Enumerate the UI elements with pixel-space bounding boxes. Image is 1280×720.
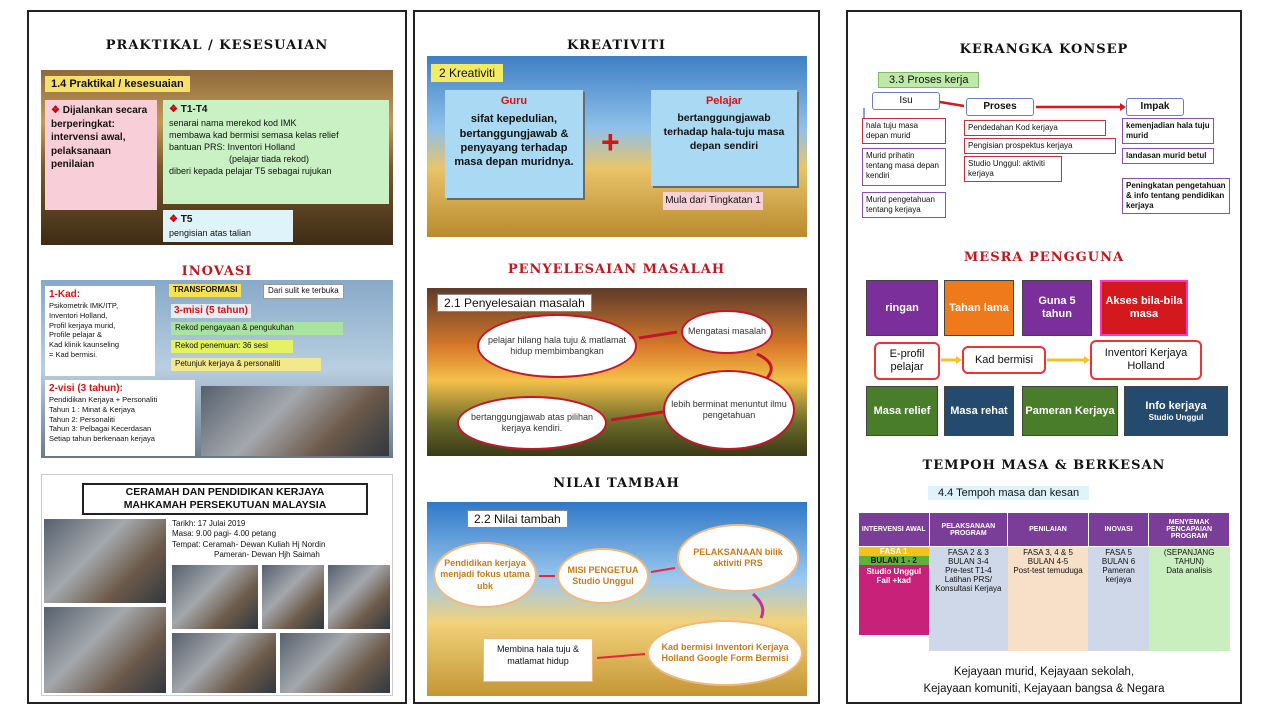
kad-bermisi-box: Kad bermisi <box>962 346 1046 374</box>
post-test-cell: Post-test temuduga <box>1013 566 1083 575</box>
mesra-tile-top: Guna 5 tahun <box>1022 280 1092 336</box>
kad-line: Psikometrik IMK/ITP, <box>49 301 119 310</box>
proses-kerja-label: 3.3 Proses kerja <box>878 72 979 88</box>
event-photo-5 <box>44 607 166 693</box>
ceramah-title-line2: MAHKAMAH PERSEKUTUAN MALAYSIA <box>123 499 327 512</box>
cycle-arrows <box>427 288 807 456</box>
bulan-3-4: BULAN 3-4 <box>948 557 989 566</box>
visi-line: Tahun 1 : Minat & Kerjaya <box>49 404 135 414</box>
mesra-heading: MESRA PENGGUNA <box>963 250 1125 265</box>
guru-text: sifat kepedulian, bertanggungjawab & penyayang terhadap masa depan muridnya. <box>454 113 574 169</box>
inovasi-heading: INOVASI <box>181 264 253 279</box>
header-inovasi: INOVASI <box>1088 513 1148 547</box>
footer-line-1: Kejayaan murid, Kejayaan sekolah, <box>953 666 1135 678</box>
misi-title: 3-misi (5 tahun) <box>171 304 251 318</box>
box-membina-hala-tuju: Membina hala tuju & matlamat hidup <box>483 638 593 682</box>
proses-box: Proses <box>966 98 1034 116</box>
studio-unggul-cell: Studio Unggul Fail +kad <box>859 565 930 635</box>
tempoh-header-row <box>859 513 1230 547</box>
inovasi-background <box>41 280 393 458</box>
mesra-tile-label: Masa relief <box>873 404 931 417</box>
t5-text: pengisian atas talian <box>169 227 252 238</box>
col-pelaksanaan <box>929 547 1008 651</box>
mesra-tile-label: Info kerjaya <box>1145 400 1207 413</box>
visi-line: Tahun 3: Pelbagai Kecerdasan <box>49 424 152 434</box>
nilai-heading: NILAI TAMBAH <box>553 476 680 491</box>
panel-praktikal-inovasi <box>27 10 407 704</box>
kad-line: Profile pelajar & <box>49 330 102 340</box>
pre-test-cell: Pre-test T1-4 Latihan PRS/ Konsultasi Kerjaya <box>935 566 1002 593</box>
isu-box: Isu <box>872 92 940 110</box>
pelajar-title: Pelajar <box>705 95 743 107</box>
kad-title: 1-Kad: <box>49 289 81 300</box>
bubble-mengatasi: Mengatasi masalah <box>681 310 773 354</box>
mesra-tile-label: Pameran Kerjaya <box>1025 404 1115 417</box>
event-photo-6 <box>172 633 276 693</box>
penyelesaian-label: 2.1 Penyelesaian masalah <box>437 294 592 312</box>
t1t4-line: bantuan PRS: Inventori Holland <box>169 141 296 152</box>
mesra-tile-label: Masa rehat <box>950 404 1008 417</box>
event-photo-2 <box>172 565 258 629</box>
kad-line: Inventori Holland, <box>49 310 108 320</box>
proses-item-1: Pendedahan Kod kerjaya <box>964 120 1106 136</box>
bubble-pendidikan-kerjaya: Pendidikan kerjaya menjadi fokus utama ubk <box>433 542 537 608</box>
kad-line: Kad klinik kaunseling <box>49 340 120 349</box>
panel-kreativiti-penyelesaian <box>413 10 820 704</box>
praktikal-label: 1.4 Praktikal / kesesuaian <box>45 76 190 92</box>
header-pelaksanaan: PELAKSANAAN PROGRAM <box>929 513 1008 547</box>
visi-line: Pendidikan Kerjaya + Personaliti <box>49 395 158 404</box>
kreativiti-background <box>427 56 807 237</box>
ceramah-details <box>172 519 382 563</box>
footer-line-2: Kejayaan komuniti, Kejayaan bangsa & Negara <box>923 682 1165 695</box>
bubble-pelaksanaan: PELAKSANAAN bilik aktiviti PRS <box>677 524 799 592</box>
misi-pengetua-text: MISI PENGETUA Studio Unggul <box>567 564 639 586</box>
tempoh-heading: TEMPOH MASA & BERKESAN <box>922 458 1166 473</box>
header-intervensi: INTERVENSI AWAL <box>859 513 930 547</box>
penyelesaian-heading: PENYELESAIAN MASALAH <box>507 262 726 277</box>
penyelesaian-background <box>427 288 807 456</box>
pameran-cell: Pameran kerjaya <box>1102 566 1135 584</box>
mesra-tile-top: Akses bila-bila masa <box>1100 280 1188 336</box>
header-penilaian: PENILAIAN <box>1008 513 1089 547</box>
col-pencapaian <box>1149 547 1230 651</box>
ceramah-title-line1: CERAMAH DAN PENDIDIKAN KERJAYA <box>125 486 325 498</box>
col-penilaian <box>1008 547 1089 651</box>
mesra-tile-bottom <box>866 386 938 436</box>
visi-box <box>45 380 195 456</box>
plus-icon: + <box>601 124 620 160</box>
data-analisis: Data analisis <box>1166 566 1213 575</box>
ceramah-title <box>82 483 368 515</box>
mula-tingkatan: Mula dari Tingkatan 1 <box>663 192 763 210</box>
mesra-tile-sub: Studio Unggul <box>1148 412 1204 422</box>
classroom-photo <box>201 386 389 456</box>
bubble-hilang-hala-tuju: pelajar hilang hala tuju & matlamat hidup membimbangkan <box>477 314 637 378</box>
col-intervensi <box>859 547 930 651</box>
sulit-tag: Dari sulit ke terbuka <box>263 284 344 299</box>
pelajar-text: bertanggungjawab terhadap hala-tuju masa depan sendiri <box>663 112 785 152</box>
isu-item-2: Murid prihatin tentang masa depan kendiri <box>862 148 946 186</box>
fasa-1: FASA 1 <box>859 547 930 556</box>
impak-item-3: Peningkatan pengetahuan & info tentang pendidikan kerjaya <box>1122 178 1230 214</box>
inventori-holland-box: Inventori Kerjaya Holland <box>1090 340 1202 380</box>
t1t4-title: T1-T4 <box>180 104 208 115</box>
guru-note <box>445 90 583 198</box>
tempoh-table <box>858 512 1230 651</box>
header-pencapaian: MENYEMAK PENCAPAIAN PROGRAM <box>1149 513 1230 547</box>
ceramah-date: Tarikh: 17 Julai 2019 <box>172 519 246 528</box>
kerangka-heading: KERANGKA KONSEP <box>959 42 1129 57</box>
nilai-arrows <box>427 502 807 696</box>
kreativiti-heading: KREATIVITI <box>566 38 667 53</box>
praktikal-method-text: Dijalankan secara berperingkat: intervensi awal, pelaksanaan penilaian <box>51 105 148 170</box>
bulan-4-5: BULAN 4-5 <box>1027 557 1069 566</box>
bulan-1-2: BULAN 1 - 2 <box>859 556 930 565</box>
nilai-background <box>427 502 807 696</box>
isu-item-1: hala tuju masa depan murid <box>862 118 946 144</box>
isu-item-3: Murid pengetahuan tentang kerjaya <box>862 192 946 218</box>
impak-item-1: kemenjadian hala tuju murid <box>1122 118 1214 144</box>
proses-item-2: Pengisian prospektus kerjaya <box>964 138 1116 154</box>
visi-title: 2-visi (3 tahun): <box>49 383 123 394</box>
praktikal-heading: PRAKTIKAL / KESESUAIAN <box>105 38 329 53</box>
mesra-tile-bottom <box>1124 386 1228 436</box>
rekod-penemuan: Rekod penemuan: 36 sesi <box>171 340 293 353</box>
guru-title: Guru <box>500 95 528 107</box>
proses-item-3: Studio Unggul: aktiviti kerjaya <box>964 156 1062 182</box>
visi-line: Tahun 2: Personaliti <box>49 414 115 424</box>
panel-kerangka-mesra-tempoh <box>846 10 1242 704</box>
event-photo-7 <box>280 633 390 693</box>
ceramah-exhibition: Pameran- Dewan Hjh Saimah <box>214 550 320 560</box>
rekod-pengayaan: Rekod pengayaan & pengukuhan <box>171 322 343 335</box>
event-photo-1 <box>44 519 166 603</box>
praktikal-background <box>41 70 393 245</box>
fasa-5: FASA 5 <box>1105 548 1132 557</box>
kad-line: = Kad bermisi. <box>49 349 98 359</box>
t1t4-line: (pelajar tiada rekod) <box>229 153 310 164</box>
fasa-2-3: FASA 2 & 3 <box>947 548 989 557</box>
t1t4-line: membawa kad bermisi semasa kelas relief <box>169 129 339 140</box>
fasa-3-4-5: FASA 3, 4 & 5 <box>1023 548 1073 557</box>
bubble-berminat: lebih berminat menuntut ilmu pengetahuan <box>663 370 795 450</box>
event-photo-4 <box>328 565 390 629</box>
mesra-tile-top: Tahan lama <box>944 280 1014 336</box>
tempoh-body-row <box>859 547 1230 651</box>
ceramah-time: Masa: 9.00 pagi- 4.00 petang <box>172 529 277 539</box>
kreativiti-label: 2 Kreativiti <box>431 64 503 82</box>
bubble-bertanggungjawab: bertanggungjawab atas pilihan kerjaya kendiri. <box>457 396 607 450</box>
t1t4-box: ❖ T1-T4 senarai nama merekod kod IMK membawa kad bermisi semasa kelas relief bantuan PRS: Inventori Holland (pelajar tiada rekod) diberi kepada pelajar T5 sebagai rujukan <box>163 100 389 204</box>
mesra-tile-bottom <box>1022 386 1118 436</box>
kad-line: Profil kerjaya murid, <box>49 320 116 330</box>
kad-box <box>45 286 155 376</box>
e-profil-box: E-profil pelajar <box>874 342 940 380</box>
col-inovasi <box>1088 547 1148 651</box>
visi-line: Setiap tahun berkenaan kerjaya <box>49 434 155 443</box>
t5-title: T5 <box>180 214 193 225</box>
sepanjang-tahun: (SEPANJANG TAHUN) <box>1163 548 1215 566</box>
mesra-tile-bottom <box>944 386 1014 436</box>
mesra-arrows <box>848 12 1240 412</box>
event-photo-3 <box>262 565 324 629</box>
t1t4-line: diberi kepada pelajar T5 sebagai rujukan <box>169 166 332 177</box>
bulan-6: BULAN 6 <box>1101 557 1136 566</box>
nilai-label: 2.2 Nilai tambah <box>467 510 568 528</box>
tempoh-footer <box>848 664 1240 697</box>
petunjuk-kerjaya: Petunjuk kerjaya & personaliti <box>171 358 321 371</box>
pelajar-note <box>651 90 797 186</box>
impak-box: Impak <box>1126 98 1184 116</box>
ceramah-section <box>41 474 393 696</box>
impak-item-2: landasan murid betul <box>1122 148 1214 164</box>
transformasi-tag: TRANSFORMASI <box>169 284 241 297</box>
bubble-kad-bermisi: Kad bermisi Inventori Kerjaya Holland Google Form Bermisi <box>647 620 803 686</box>
tempoh-label: 4.4 Tempoh masa dan kesan <box>928 486 1089 500</box>
praktikal-method-box: ❖ Dijalankan secara berperingkat: intervensi awal, pelaksanaan penilaian <box>45 100 157 210</box>
ceramah-venue: Tempat: Ceramah- Dewan Kuliah Hj Nordin <box>172 539 326 549</box>
t1t4-line: senarai nama merekod kod IMK <box>169 117 297 128</box>
t5-box: ❖ T5 pengisian atas talian <box>163 210 293 242</box>
mesra-tile-top: ringan <box>866 280 938 336</box>
